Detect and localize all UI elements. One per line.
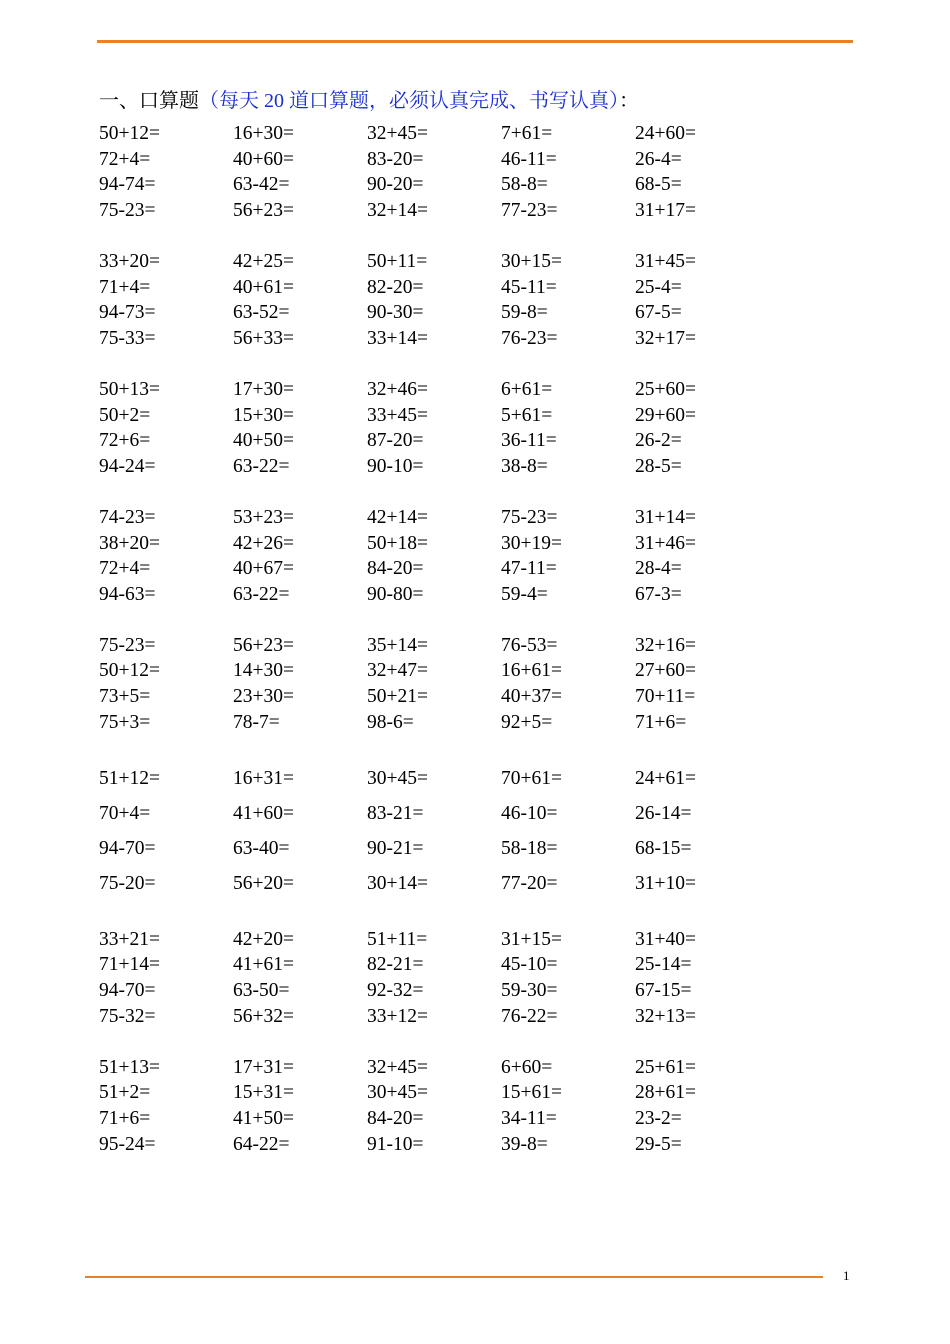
problem-row (99, 403, 799, 429)
problem-item: 76-23= (501, 327, 558, 349)
problem-item: 75-23= (99, 634, 156, 656)
problem-item: 70+11= (635, 686, 696, 708)
problem-item: 50+2= (99, 404, 151, 426)
problem-item: 6+61= (501, 378, 553, 400)
problem-item: 15+31= (233, 1082, 294, 1104)
problem-item: 29+60= (635, 404, 696, 426)
problem-row (99, 633, 799, 659)
problem-item: 50+13= (99, 378, 160, 400)
problem-item: 83-21= (367, 802, 424, 824)
problem-item: 23-2= (635, 1108, 682, 1129)
problem-row (99, 428, 799, 454)
problem-item: 40+61= (233, 276, 294, 298)
problem-item: 33+45= (367, 404, 428, 426)
problem-row (99, 796, 799, 831)
problem-item: 51+12= (99, 767, 160, 789)
problem-item: 84-20= (367, 558, 424, 580)
header-rule (97, 40, 853, 43)
problem-item: 28+61= (635, 1082, 696, 1104)
problem-item: 63-50= (233, 980, 290, 1002)
problem-item: 15+61= (501, 1082, 562, 1104)
problem-item: 77-23= (501, 199, 558, 221)
problem-item: 5+61= (501, 404, 553, 426)
problem-item: 71+6= (635, 711, 687, 733)
problem-item: 31+14= (635, 506, 696, 528)
problem-item: 98-6= (367, 711, 414, 733)
problem-row (99, 582, 799, 608)
problem-item: 30+14= (367, 872, 428, 894)
problem-item: 39-8= (501, 1133, 548, 1155)
problem-item: 16+61= (501, 660, 562, 682)
problem-item: 17+31= (233, 1056, 294, 1078)
problem-item: 94-63= (99, 583, 156, 605)
problem-item: 45-11= (501, 276, 557, 298)
problem-item: 15+30= (233, 404, 294, 426)
problem-item: 50+18= (367, 532, 428, 554)
problem-item: 36-11= (501, 430, 557, 452)
problem-item: 47-11= (501, 558, 557, 580)
problem-row (99, 505, 799, 531)
problem-item: 14+30= (233, 660, 294, 682)
problem-row (99, 172, 799, 198)
problem-item: 92-32= (367, 980, 424, 1002)
problem-item: 64-22= (233, 1133, 290, 1155)
problem-item: 31+46= (635, 532, 696, 554)
problem-item: 71+6= (99, 1108, 151, 1129)
heading-colon: ： (619, 90, 639, 112)
problem-item: 75-33= (99, 327, 156, 349)
problem-item: 74-23= (99, 506, 156, 528)
problem-item: 90-21= (367, 837, 424, 859)
problem-item: 26-2= (635, 430, 682, 452)
problem-item: 23+30= (233, 686, 294, 708)
problem-item: 31+17= (635, 199, 696, 221)
problem-item: 26-14= (635, 802, 692, 824)
problem-item: 30+45= (367, 1082, 428, 1104)
problem-item: 72+4= (99, 148, 151, 170)
problem-item: 16+31= (233, 767, 294, 789)
problem-item: 51+2= (99, 1082, 151, 1104)
problem-item: 27+60= (635, 660, 696, 682)
problem-item: 24+60= (635, 123, 696, 144)
problem-row (99, 927, 799, 953)
problem-item: 78-7= (233, 711, 280, 733)
problem-row (99, 121, 799, 147)
problem-item: 17+30= (233, 378, 294, 400)
section-heading (99, 84, 639, 113)
problem-item: 42+25= (233, 250, 294, 272)
problem-group (99, 121, 799, 223)
problem-item: 82-21= (367, 954, 424, 976)
problem-group (99, 505, 799, 607)
problem-item: 46-10= (501, 802, 558, 824)
problem-item: 50+12= (99, 123, 160, 144)
problem-row (99, 710, 799, 736)
problem-item: 63-52= (233, 302, 290, 324)
problem-row (99, 249, 799, 275)
problem-item: 42+14= (367, 506, 428, 528)
problem-group (99, 249, 799, 351)
problem-item: 67-3= (635, 583, 682, 605)
page-number: 1 (843, 1268, 850, 1283)
problem-item: 32+46= (367, 378, 428, 400)
problem-item: 7+61= (501, 123, 553, 144)
problem-item: 33+12= (367, 1005, 428, 1027)
problem-item: 73+5= (99, 686, 151, 708)
problem-row (99, 377, 799, 403)
problem-item: 63-22= (233, 455, 290, 477)
problem-item: 38+20= (99, 532, 160, 554)
problem-item: 63-22= (233, 583, 290, 605)
problem-row (99, 978, 799, 1004)
problem-item: 75-23= (501, 506, 558, 528)
problem-item: 32+45= (367, 123, 428, 144)
problem-item: 70+61= (501, 767, 562, 789)
problem-row (99, 1055, 799, 1081)
problem-item: 32+13= (635, 1005, 696, 1027)
problem-item: 26-4= (635, 148, 682, 170)
problem-item: 33+14= (367, 327, 428, 349)
problem-item: 50+21= (367, 686, 428, 708)
heading-instruction: （每天 20 道口算题，必须认真完成、书写认真） (199, 90, 619, 112)
problem-row (99, 1132, 799, 1158)
heading-title: 一、口算题 (99, 90, 199, 112)
problem-item: 25-14= (635, 954, 692, 976)
problem-item: 28-4= (635, 558, 682, 580)
problem-item: 70+4= (99, 802, 151, 824)
problem-item: 24+61= (635, 767, 696, 789)
problem-item: 92+5= (501, 711, 553, 733)
problem-item: 51+13= (99, 1056, 160, 1078)
problem-item: 58-8= (501, 174, 548, 196)
problem-item: 25+61= (635, 1056, 696, 1078)
problem-row (99, 866, 799, 901)
problem-row (99, 1106, 799, 1132)
problem-item: 94-70= (99, 837, 156, 859)
problem-item: 30+19= (501, 532, 562, 554)
problem-row (99, 1004, 799, 1030)
problem-row (99, 952, 799, 978)
problem-item: 68-15= (635, 837, 692, 859)
problem-item: 83-20= (367, 148, 424, 170)
problem-item: 90-80= (367, 583, 424, 605)
problem-item: 59-8= (501, 302, 548, 324)
problem-item: 94-24= (99, 455, 156, 477)
problem-group (99, 633, 799, 735)
problem-item: 41+60= (233, 802, 294, 824)
problem-item: 31+45= (635, 250, 696, 272)
problem-item: 40+60= (233, 148, 294, 170)
problem-item: 87-20= (367, 430, 424, 452)
problem-item: 56+23= (233, 634, 294, 656)
problem-item: 40+67= (233, 558, 294, 580)
problem-item: 94-74= (99, 174, 156, 196)
problem-item: 41+61= (233, 954, 294, 976)
problem-item: 28-5= (635, 455, 682, 477)
problem-group (99, 377, 799, 479)
problem-item: 46-11= (501, 148, 557, 170)
problem-item: 71+14= (99, 954, 160, 976)
problem-row (99, 147, 799, 173)
problem-item: 30+15= (501, 250, 562, 272)
problem-item: 33+20= (99, 250, 160, 272)
problem-item: 84-20= (367, 1108, 424, 1129)
problem-item: 76-53= (501, 634, 558, 656)
problem-item: 75-23= (99, 199, 156, 221)
problem-item: 91-10= (367, 1133, 424, 1155)
problem-item: 34-11= (501, 1108, 557, 1129)
problem-item: 56+33= (233, 327, 294, 349)
problem-item: 31+15= (501, 928, 562, 950)
problem-grid (99, 121, 799, 1183)
problem-item: 35+14= (367, 634, 428, 656)
problem-item: 50+11= (367, 250, 428, 272)
problem-row (99, 326, 799, 352)
problem-group (99, 1055, 799, 1157)
problem-item: 45-10= (501, 954, 558, 976)
problem-item: 40+37= (501, 686, 562, 708)
problem-item: 77-20= (501, 872, 558, 894)
problem-item: 32+45= (367, 1056, 428, 1078)
problem-item: 90-30= (367, 302, 424, 324)
problem-item: 6+60= (501, 1056, 553, 1078)
problem-row (99, 684, 799, 710)
problem-row (99, 1080, 799, 1106)
problem-row (99, 761, 799, 796)
problem-item: 25+60= (635, 378, 696, 400)
problem-item: 59-30= (501, 980, 558, 1002)
problem-item: 82-20= (367, 276, 424, 298)
problem-item: 42+26= (233, 532, 294, 554)
problem-item: 68-5= (635, 174, 682, 196)
problem-item: 75-32= (99, 1005, 156, 1027)
problem-item: 90-20= (367, 174, 424, 196)
problem-item: 56+32= (233, 1005, 294, 1027)
problem-row (99, 531, 799, 557)
problem-item: 50+12= (99, 660, 160, 682)
problem-item: 56+20= (233, 872, 294, 894)
footer-rule (85, 1276, 823, 1278)
problem-row (99, 454, 799, 480)
problem-item: 75-20= (99, 872, 156, 894)
problem-item: 71+4= (99, 276, 151, 298)
problem-item: 29-5= (635, 1133, 682, 1155)
problem-row (99, 300, 799, 326)
problem-item: 32+14= (367, 199, 428, 221)
problem-item: 31+40= (635, 928, 696, 950)
problem-item: 16+30= (233, 123, 294, 144)
problem-item: 72+6= (99, 430, 151, 452)
problem-item: 32+16= (635, 634, 696, 656)
problem-row (99, 658, 799, 684)
problem-row (99, 198, 799, 224)
problem-row (99, 556, 799, 582)
problem-group (99, 761, 799, 901)
problem-item: 90-10= (367, 455, 424, 477)
problem-item: 33+21= (99, 928, 160, 950)
problem-item: 25-4= (635, 276, 682, 298)
problem-item: 72+4= (99, 558, 151, 580)
problem-row (99, 275, 799, 301)
problem-item: 59-4= (501, 583, 548, 605)
problem-item: 63-42= (233, 174, 290, 196)
problem-item: 63-40= (233, 837, 290, 859)
problem-item: 41+50= (233, 1108, 294, 1129)
problem-item: 75+3= (99, 711, 151, 733)
problem-item: 94-70= (99, 980, 156, 1002)
problem-item: 56+23= (233, 199, 294, 221)
problem-item: 94-73= (99, 302, 156, 324)
problem-item: 32+17= (635, 327, 696, 349)
problem-item: 30+45= (367, 767, 428, 789)
problem-item: 67-15= (635, 980, 692, 1002)
problem-item: 58-18= (501, 837, 558, 859)
problem-item: 31+10= (635, 872, 696, 894)
problem-item: 51+11= (367, 928, 428, 950)
problem-item: 38-8= (501, 455, 548, 477)
problem-item: 95-24= (99, 1133, 156, 1155)
problem-row (99, 831, 799, 866)
problem-group (99, 927, 799, 1029)
problem-item: 76-22= (501, 1005, 558, 1027)
problem-item: 53+23= (233, 506, 294, 528)
problem-item: 67-5= (635, 302, 682, 324)
problem-item: 40+50= (233, 430, 294, 452)
problem-item: 42+20= (233, 928, 294, 950)
problem-item: 32+47= (367, 660, 428, 682)
